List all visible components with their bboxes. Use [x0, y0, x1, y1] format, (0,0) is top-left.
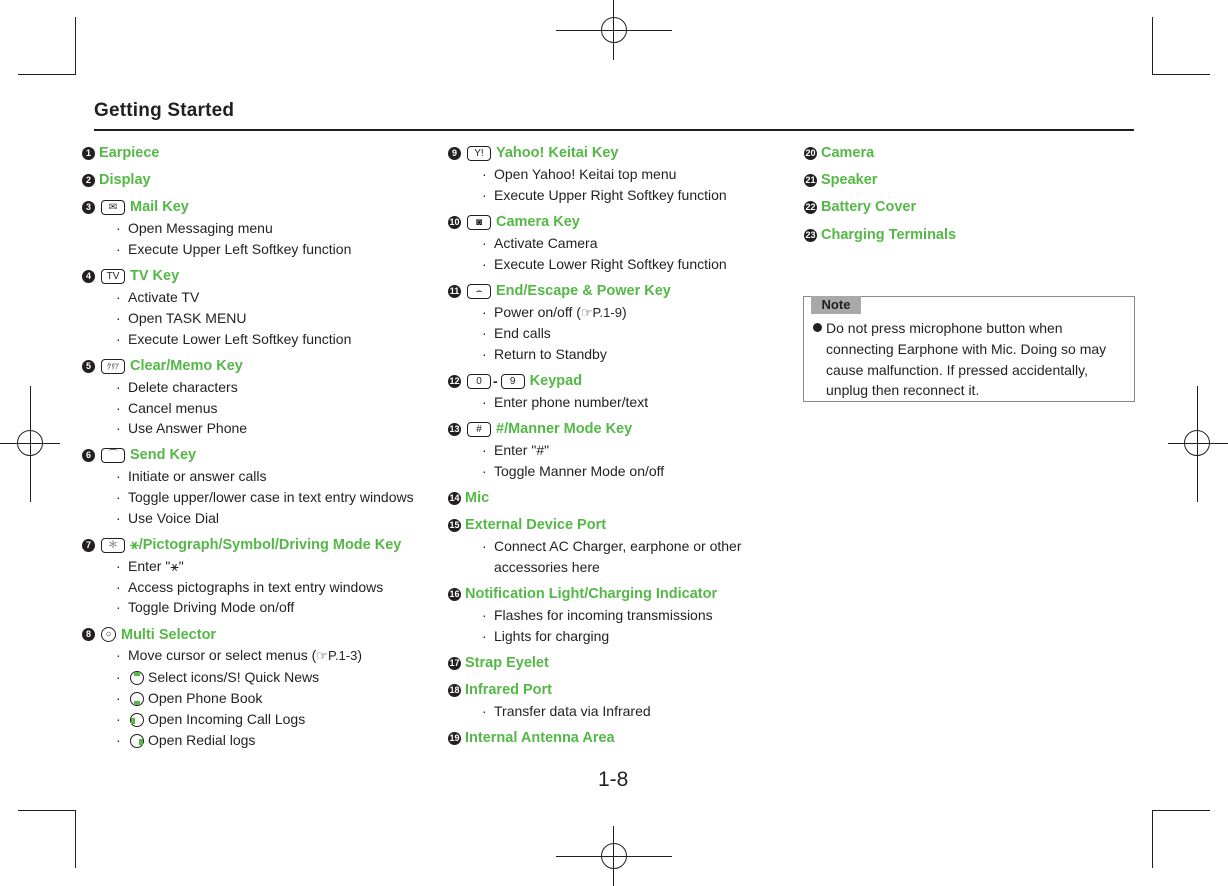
bullet-text: · Toggle upper/lower case in text entry windows — [116, 487, 432, 508]
item-number: 9 — [448, 147, 461, 160]
item-label: Multi Selector — [121, 626, 217, 643]
item-number: 2 — [82, 174, 95, 187]
bullet-text: · Execute Lower Left Softkey function — [116, 329, 432, 350]
column-left — [82, 143, 432, 757]
item-label: Mic — [465, 490, 490, 506]
item-number: 3 — [82, 201, 95, 214]
bullet-text: · Open TASK MENU — [116, 308, 432, 329]
list-item — [448, 680, 778, 722]
tv-key-icon: TV — [101, 269, 125, 284]
item-number: 13 — [449, 424, 460, 435]
bullet-text: · Cancel menus — [116, 398, 432, 419]
list-item — [804, 143, 1134, 164]
item-number: 16 — [449, 588, 460, 599]
item-label: Speaker — [821, 172, 878, 189]
item-label: Clear/Memo Key — [130, 357, 243, 374]
item-label: Yahoo! Keitai Key — [496, 145, 619, 162]
bullet-text: · Execute Lower Right Softkey function — [482, 254, 778, 275]
bullet-text: · Toggle Driving Mode on/off — [116, 597, 432, 618]
list-item — [448, 419, 778, 482]
bullet-text: · Open Phone Book — [116, 688, 432, 709]
item-number: 10 — [449, 216, 460, 227]
bullet-text: · Open Messaging menu — [116, 218, 432, 239]
bullet-text: · Activate TV — [116, 287, 432, 308]
bullet-text: · Execute Upper Left Softkey function — [116, 239, 432, 260]
item-number: 7 — [82, 539, 95, 552]
list-item — [804, 225, 1134, 246]
list-item — [804, 197, 1134, 218]
mail-key-icon: ✉ — [101, 200, 125, 215]
item-label: TV Key — [130, 268, 180, 285]
bullet-text: · Open Redial logs — [116, 730, 432, 751]
item-number: 18 — [449, 684, 460, 695]
item-number: 12 — [449, 376, 460, 387]
bullet-text: · Open Incoming Call Logs — [116, 709, 432, 730]
item-number: 5 — [82, 360, 95, 373]
list-item — [82, 143, 432, 164]
bullet-text: · Flashes for incoming transmissions — [482, 605, 778, 626]
bullet-text: · Lights for charging — [482, 626, 778, 647]
list-item — [82, 535, 432, 618]
list-item — [448, 371, 778, 413]
item-label: Charging Terminals — [821, 226, 957, 243]
list-item — [448, 212, 778, 275]
range-dash: - — [493, 373, 498, 390]
item-label: Battery Cover — [821, 199, 917, 216]
item-number: 1 — [82, 147, 95, 160]
bullet-text: · Transfer data via Infrared — [482, 701, 778, 722]
list-item — [804, 170, 1134, 191]
column-middle — [448, 143, 778, 755]
bullet-text: · Use Voice Dial — [116, 508, 432, 529]
list-item — [82, 356, 432, 439]
bullet-text: · Use Answer Phone — [116, 418, 432, 439]
bullet-text: · Activate Camera — [482, 233, 778, 254]
item-label: Strap Eyelet — [465, 654, 549, 671]
item-label: Mail Key — [130, 199, 189, 216]
note-tag: Note — [811, 296, 861, 314]
item-number: 4 — [82, 270, 95, 283]
page-reference: ☞P.1-3 — [316, 648, 358, 664]
item-number: 23 — [805, 229, 816, 240]
item-label: Send Key — [130, 447, 197, 464]
item-label: Display — [99, 172, 151, 189]
item-label: Earpiece — [99, 145, 160, 162]
list-item — [448, 584, 778, 647]
bullet-text: · Toggle Manner Mode on/off — [482, 461, 778, 482]
item-label: Keypad — [529, 373, 583, 390]
item-number: 22 — [805, 202, 816, 213]
list-item — [82, 197, 432, 260]
list-item — [82, 266, 432, 349]
bullet-text: · Enter "#" — [482, 440, 778, 461]
list-item — [448, 728, 778, 749]
bullet-text: · Access pictographs in text entry windows — [116, 577, 432, 598]
item-label: Internal Antenna Area — [465, 729, 615, 746]
yahoo-key-icon: Y! — [467, 146, 491, 161]
end-key-icon: ⌢ — [467, 284, 491, 299]
list-item — [448, 515, 778, 578]
bullet-text: · Delete characters — [116, 377, 432, 398]
item-number: 15 — [449, 520, 460, 531]
list-item — [82, 624, 432, 750]
page-number: 1-8 — [598, 768, 629, 791]
clear-key-icon: ｸﾘｱ — [101, 359, 125, 374]
item-number: 6 — [82, 449, 95, 462]
bullet-text: · Connect AC Charger, earphone or other accessories here — [482, 536, 744, 578]
bullet-text: · Enter "⚹" — [116, 556, 432, 577]
item-number: 21 — [805, 175, 816, 186]
bullet-text: · Move cursor or select menus (☞P.1-3) — [116, 645, 432, 667]
title-divider — [94, 129, 1134, 131]
note-box — [803, 296, 1135, 402]
item-label: #/Manner Mode Key — [496, 421, 633, 438]
column-right — [804, 143, 1134, 252]
pound-key-icon: # — [467, 422, 491, 437]
item-label: Infrared Port — [465, 681, 553, 698]
camera-key-icon: ◙ — [467, 215, 491, 230]
list-item — [82, 445, 432, 528]
list-item — [448, 488, 778, 509]
item-number: 14 — [449, 492, 460, 503]
selector-down-icon — [130, 692, 144, 706]
item-label: Camera — [821, 145, 875, 162]
bullet-text: · Initiate or answer calls — [116, 466, 432, 487]
list-item — [82, 170, 432, 191]
bullet-text: · Power on/off (☞P.1-9) — [482, 302, 778, 324]
nine-key-icon: 9 — [501, 374, 525, 389]
list-item — [448, 143, 778, 206]
list-item — [448, 281, 778, 365]
note-text: Do not press microphone button when connecting Earphone with Mic. Doing so may cause malfunction. If pressed accidentally, unplug then reconnect it. — [826, 320, 1107, 399]
asterisk-key-icon: ＊ — [101, 538, 125, 553]
item-number: 8 — [82, 628, 95, 641]
bullet-dot-icon — [813, 323, 822, 332]
item-label: External Device Port — [465, 517, 607, 534]
bullet-text: · Open Yahoo! Keitai top menu — [482, 164, 778, 185]
selector-up-icon — [130, 671, 144, 685]
bullet-text: · Select icons/S! Quick News — [116, 667, 432, 688]
item-number: 19 — [449, 732, 460, 743]
bullet-text: · Execute Upper Right Softkey function — [482, 185, 778, 206]
bullet-text: · End calls — [482, 323, 778, 344]
item-label: End/Escape & Power Key — [496, 282, 671, 299]
multi-selector-icon: ○ — [101, 627, 116, 642]
list-item — [448, 653, 778, 674]
item-label: Camera Key — [496, 213, 580, 230]
bullet-text: · Return to Standby — [482, 344, 778, 365]
send-key-icon: ⌒ — [101, 448, 125, 463]
item-label: Notification Light/Charging Indicator — [465, 585, 718, 602]
item-number: 20 — [805, 148, 816, 158]
item-number: 17 — [449, 657, 460, 668]
selector-left-icon — [130, 713, 144, 727]
page-reference: ☞P.1-9 — [580, 304, 622, 320]
item-number: 11 — [449, 285, 460, 296]
bullet-text: · Enter phone number/text — [482, 392, 778, 413]
item-label: ⚹/Pictograph/Symbol/Driving Mode Key — [130, 536, 402, 553]
selector-right-icon — [130, 734, 144, 748]
page-title: Getting Started — [94, 100, 235, 121]
zero-key-icon: 0 — [467, 374, 491, 389]
